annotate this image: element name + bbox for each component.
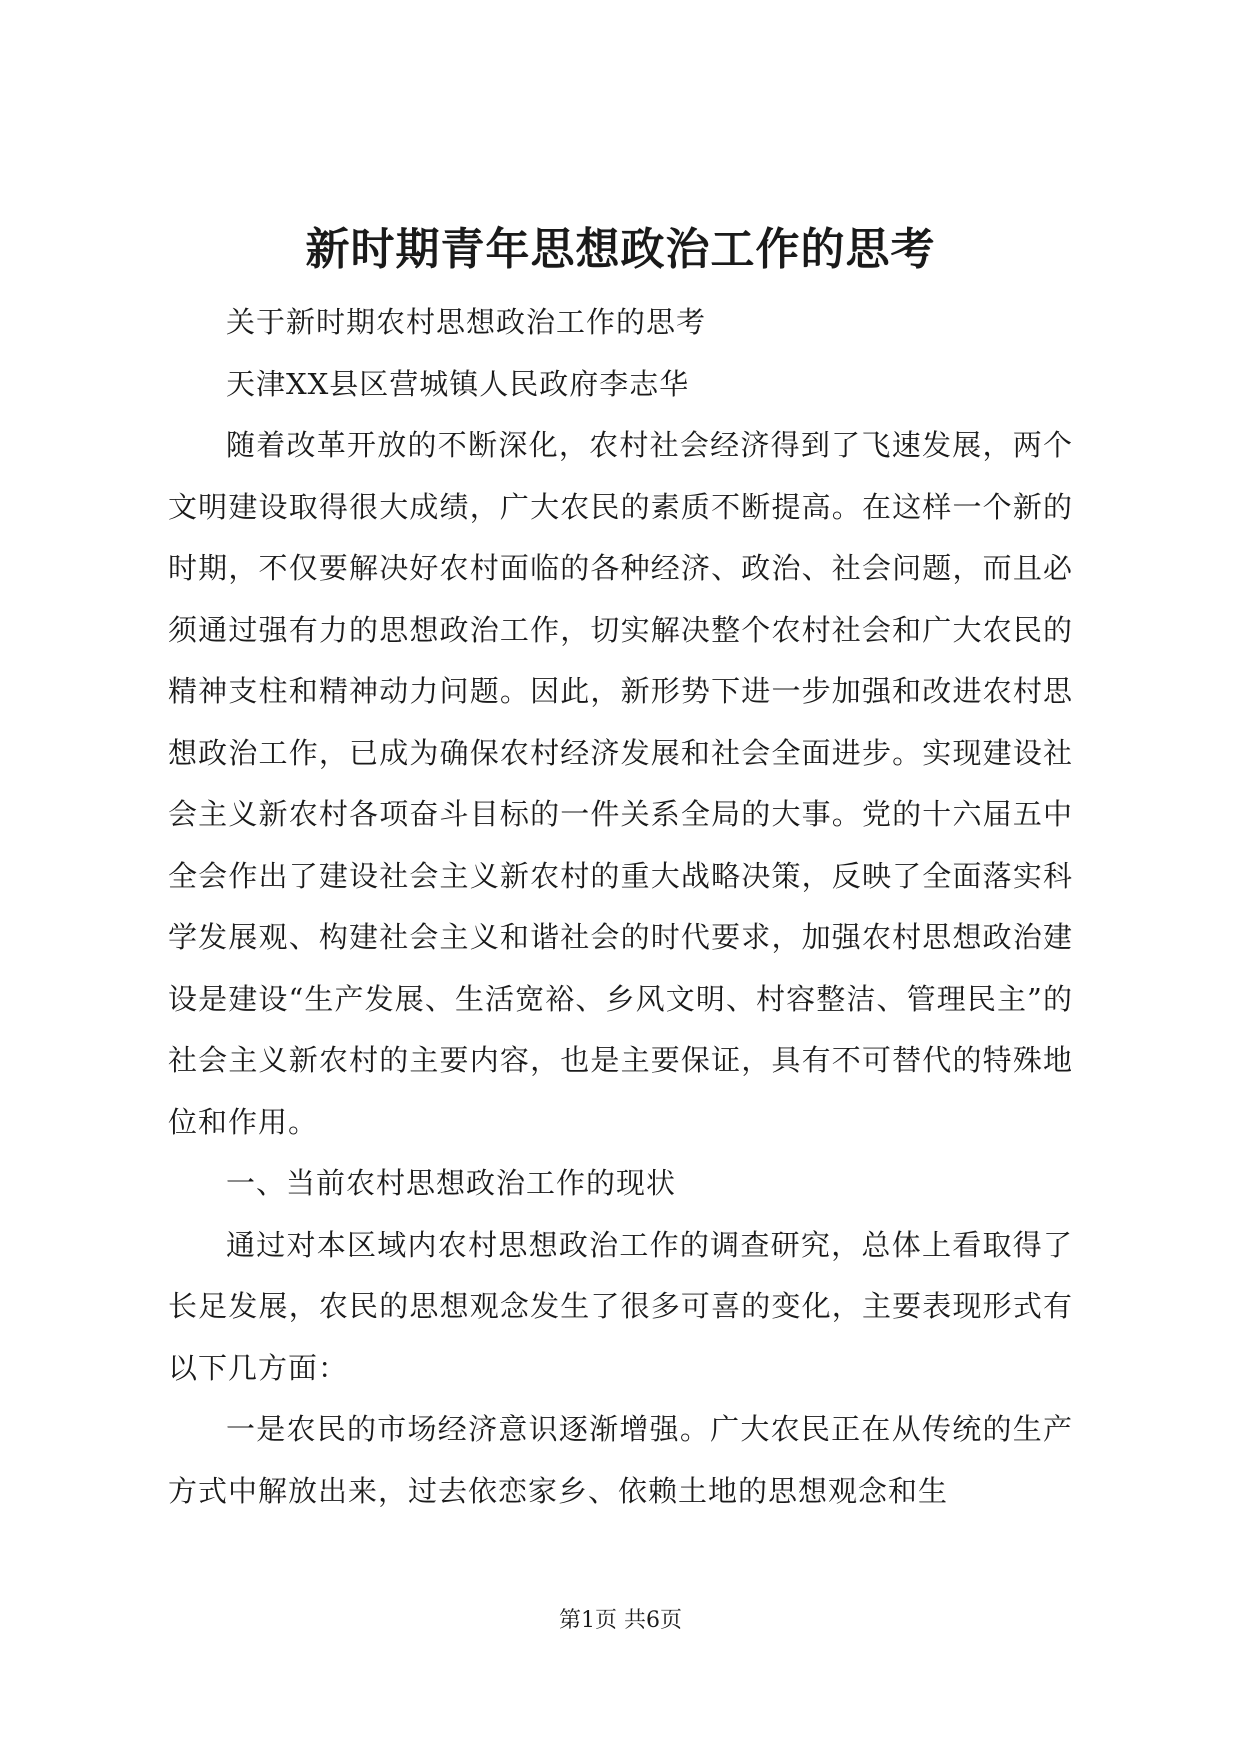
paragraph-author: 天津XX县区营城镇人民政府李志华 [226,366,690,401]
paragraph-intro: 随着改革开放的不断深化，农村社会经济得到了飞速发展，两个文明建设取得很大成绩，广大农民的素质不断提高。在这样一个新的时期，不仅要解决好农村面临的各种经济、政治、社会问题，而且必须通过强有力的思想政治工作，切实解决整个农村社会和广大农民的精神支柱和精神动力问题。因此，新形势下进一步加强和改进农村思想政治工作，已成为确保农村经济发展和社会全面进步。实现建设社会主义新农村各项奋斗目标的一件关系全局的大事。党的十六届五中全会作出了建设社会主义新农村的重大战略决策，反映了全面落实科学发展观、构建社会主义和谐社会的时代要求，加强农村思想政治建设是建设“生产发展、生活宽裕、乡风文明、村容整洁、管理民主”的社会主义新农村的主要内容，也是主要保证，具有不可替代的特殊地位和作用。 [168,428,1073,1139]
paragraph-subtitle: 关于新时期农村思想政治工作的思考 [226,305,707,339]
document-title: 新时期青年思想政治工作的思考 [305,224,936,275]
document-body [168,292,1073,1522]
section-heading: 一、当前农村思想政治工作的现状 [226,1166,677,1200]
paragraph-point-one: 一是农民的市场经济意识逐渐增强。广大农民正在从传统的生产方式中解放出来，过去依恋家乡、依赖土地的思想观念和生 [168,1412,1073,1508]
paragraph-overview: 通过对本区域内农村思想政治工作的调查研究，总体上看取得了长足发展，农民的思想观念发生了很多可喜的变化，主要表现形式有以下几方面： [168,1227,1073,1385]
page-footer: 第1页 共6页 [559,1608,682,1633]
